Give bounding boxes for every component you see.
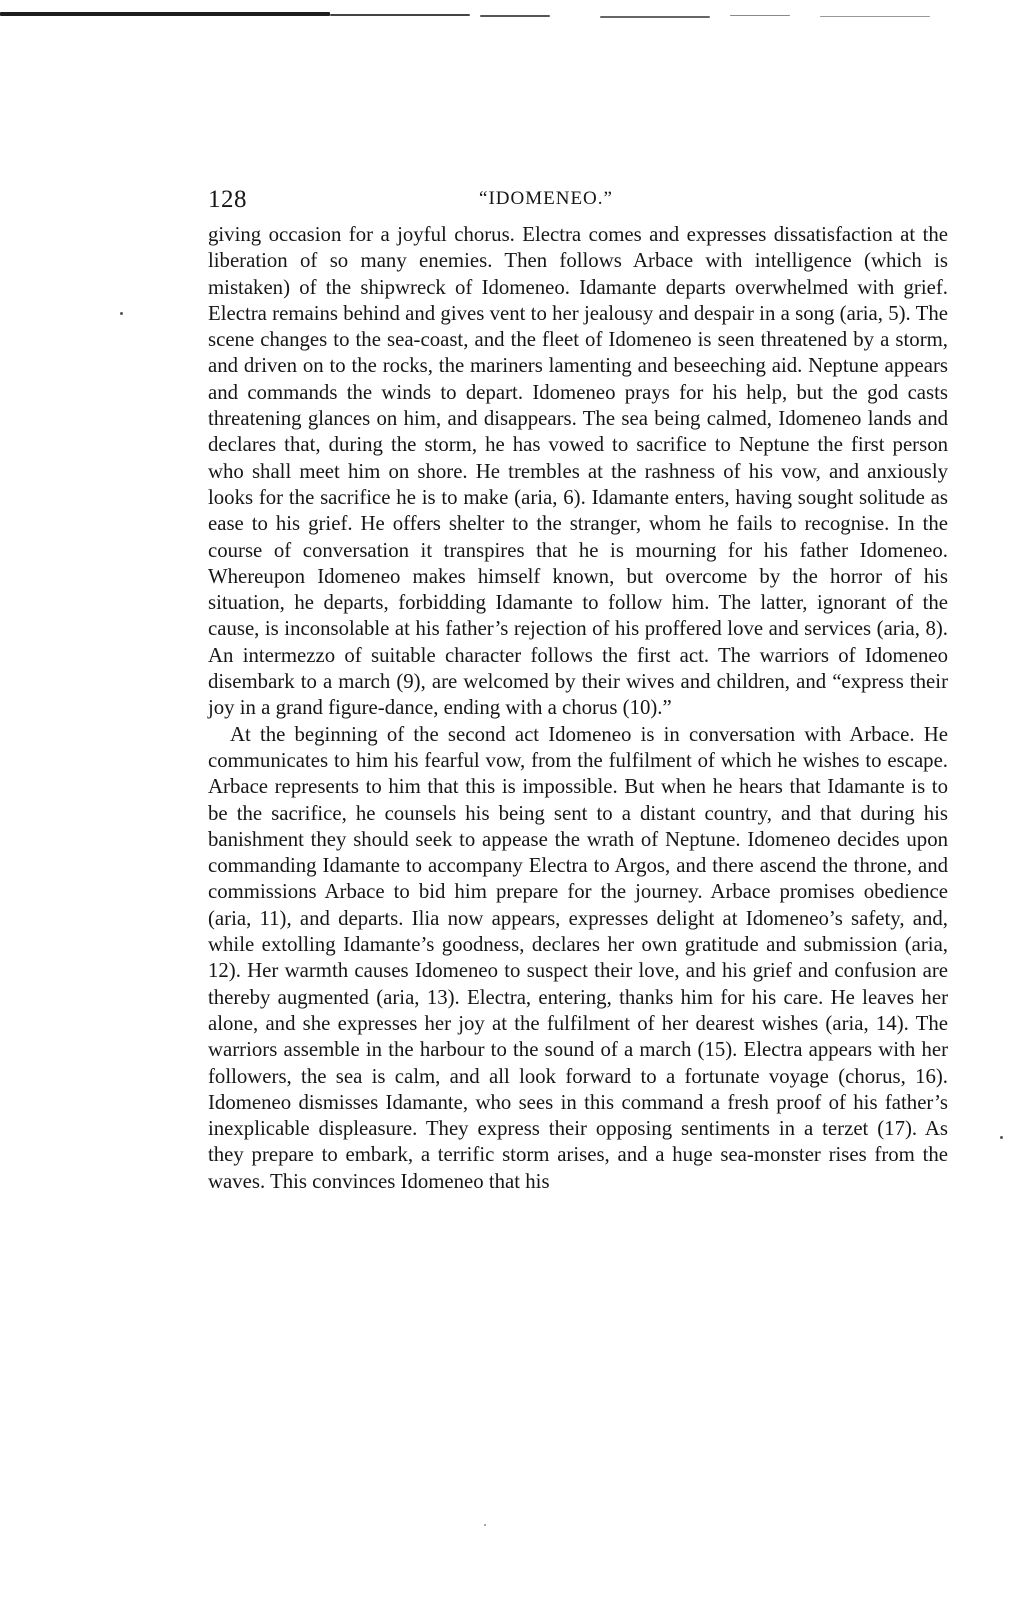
running-head	[208, 186, 948, 220]
body-text	[208, 222, 948, 1195]
paragraph-1: giving occasion for a joyful chorus. Electra comes and expresses dissatisfaction at the liberation of so many enemies. Then follows Arbace with intelligence (which is mistaken) of the shipwreck of Idomeneo. Idamante departs overwhelmed with grief. Electra remains behind and gives vent to her jealousy and despair in a song (aria, 5). The scene changes to the sea-coast, and the fleet of Idomeneo is seen threatened by a storm, and driven on to the rocks, the mariners lamenting and beseeching aid. Neptune appears and commands the winds to depart. Idomeneo prays for his help, but the god casts threatening glances on him, and disappears. The sea being calmed, Idomeneo lands and declares that, during the storm, he has vowed to sacrifice to Neptune the first person who shall meet him on shore. He trembles at the rashness of his vow, and anxiously looks for the sacrifice he is to make (aria, 6). Idamante enters, having sought solitude as ease to his grief. He offers shelter to the stranger, whom he fails to recognise. In the course of conversation it transpires that he is mourning for his father Idomeneo. Whereupon Idomeneo makes himself known, but overcome by the horror of his situation, he departs, forbidding Idamante to follow him. The latter, ignorant of the cause, is inconsolable at his father’s rejection of his proffered love and services (aria, 8). An intermezzo of suitable character follows the first act. The warriors of Idomeneo disembark to a march (9), are welcomed by their wives and children, and “express their joy in a grand figure-dance, ending with a chorus (10).”	[208, 223, 948, 720]
margin-speck	[120, 312, 123, 315]
paragraph-2: At the beginning of the second act Idomeneo is in conversation with Arbace. He communicates to him his fearful vow, from the fulfilment of which he wishes to escape. Arbace represents to him that this is impossible. But when he hears that Idamante is to be the sacrifice, he counsels his being sent to a distant country, and that during his banishment they should seek to appease the wrath of Neptune. Idomeneo decides upon commanding Idamante to accompany Electra to Argos, and there ascend the throne, and commissions Arbace to bid him prepare for the journey. Arbace promises obedience (aria, 11), and departs. Ilia now appears, expresses delight at Idomeneo’s safety, and, while extolling Idamante’s goodness, declares her own gratitude and submission (aria, 12). Her warmth causes Idomeneo to suspect their love, and his grief and confusion are thereby augmented (aria, 13). Electra, entering, thanks him for his care. He leaves her alone, and she expresses her joy at the fulfilment of her dearest wishes (aria, 14). The warriors assemble in the harbour to the sound of a march (15). Electra appears with her followers, the sea is calm, and all look forward to a fortunate voyage (chorus, 16). Idomeneo dismisses Idamante, who sees in this command a fresh proof of his father’s inexplicable displeasure. They express their opposing sentiments in a terzet (17). As they prepare to embark, a terrific storm arises, and a huge sea-monster rises from the waves. This convinces Idomeneo that his	[208, 722, 948, 1193]
margin-speck	[1000, 1136, 1003, 1139]
page-number: 128	[208, 186, 247, 213]
margin-speck	[484, 1524, 486, 1526]
scan-edge-artifact	[0, 8, 1036, 26]
running-title: “IDOMENEO.”	[479, 188, 613, 209]
